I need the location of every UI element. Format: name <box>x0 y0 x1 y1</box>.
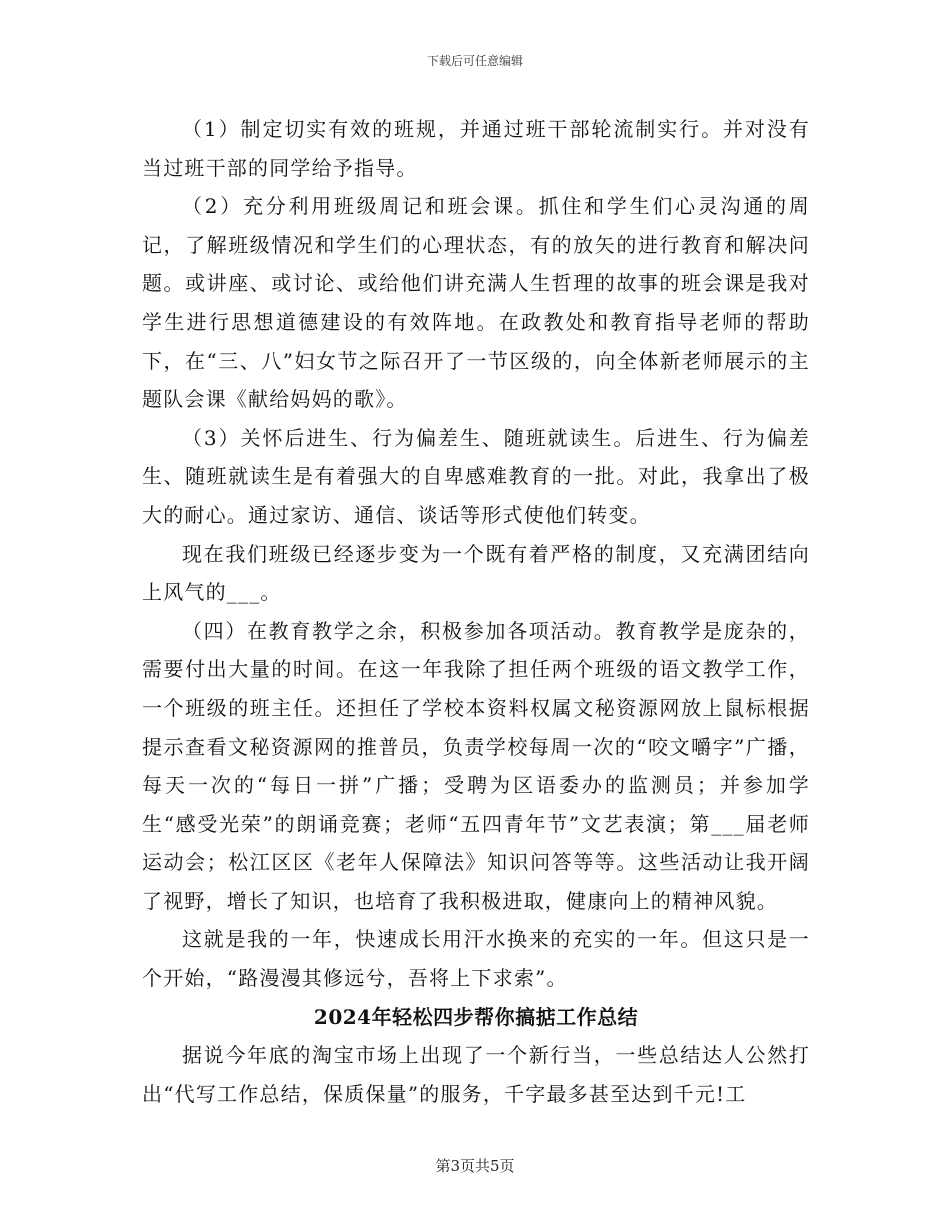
paragraph-weekly-journal: （2）充分利用班级周记和班会课。抓住和学生们心灵沟通的周记，了解班级情况和学生们的心理状态，有的放矢的进行教育和解决问题。或讲座、或讨论、或给他们讲充满人生哲理的故事的班会课是我对学生进行思想道德建设的有效阵地。在政教处和教育指导老师的帮助下，在“三、八”妇女节之际召开了一节区级的，向全体新老师展示的主题队会课《献给妈妈的歌》。 <box>142 194 810 412</box>
paragraph-class-rules: （1）制定切实有效的班规，并通过班干部轮流制实行。并对没有当过班干部的同学给予指导。 <box>142 117 810 180</box>
paragraph-conclusion: 这就是我的一年，快速成长用汗水换来的充实的一年。但这只是一个开始，“路漫漫其修远兮，吾将上下求索”。 <box>142 927 810 991</box>
header-note: 下载后可任意编辑 <box>426 54 523 68</box>
paragraph-struggling-students: （3）关怀后进生、行为偏差生、随班就读生。后进生、行为偏差生、随班就读生是有着强大的自卑感难教育的一批。对此，我拿出了极大的耐心。通过家访、通信、谈话等形式使他们转变。 <box>142 425 810 527</box>
paragraph-class-atmosphere: 现在我们班级已经逐步变为一个既有着严格的制度，又充满团结向上风气的___。 <box>142 541 810 605</box>
page-number: 第3页共5页 <box>435 1157 515 1175</box>
document-body <box>142 110 810 1113</box>
paragraph-activities: （四）在教育教学之余，积极参加各项活动。教育教学是庞杂的，需要付出大量的时间。在这一年我除了担任两个班级的语文教学工作，一个班级的班主任。还担任了学校本资料权属文秘资源网放上鼠标根据提示查看文秘资源网的推普员，负责学校每周一次的“咬文嚼字”广播，每天一次的“每日一拼”广播；受聘为区语委办的监测员；并参加学生“感受光荣”的朗诵竞赛；老师“五四青年节”文艺表演；第___届老师运动会；松江区区《老年人保障法》知识问答等等。这些活动让我开阔了视野，增长了知识，也培育了我积极进取，健康向上的精神风貌。 <box>142 618 810 913</box>
section-title: 2024年轻松四步帮你搞掂工作总结 <box>313 1004 639 1029</box>
paragraph-new-section-intro: 据说今年底的淘宝市场上出现了一个新行当，一些总结达人公然打出“代写工作总结，保质保量”的服务，千字最多甚至达到千元!工 <box>142 1043 810 1106</box>
